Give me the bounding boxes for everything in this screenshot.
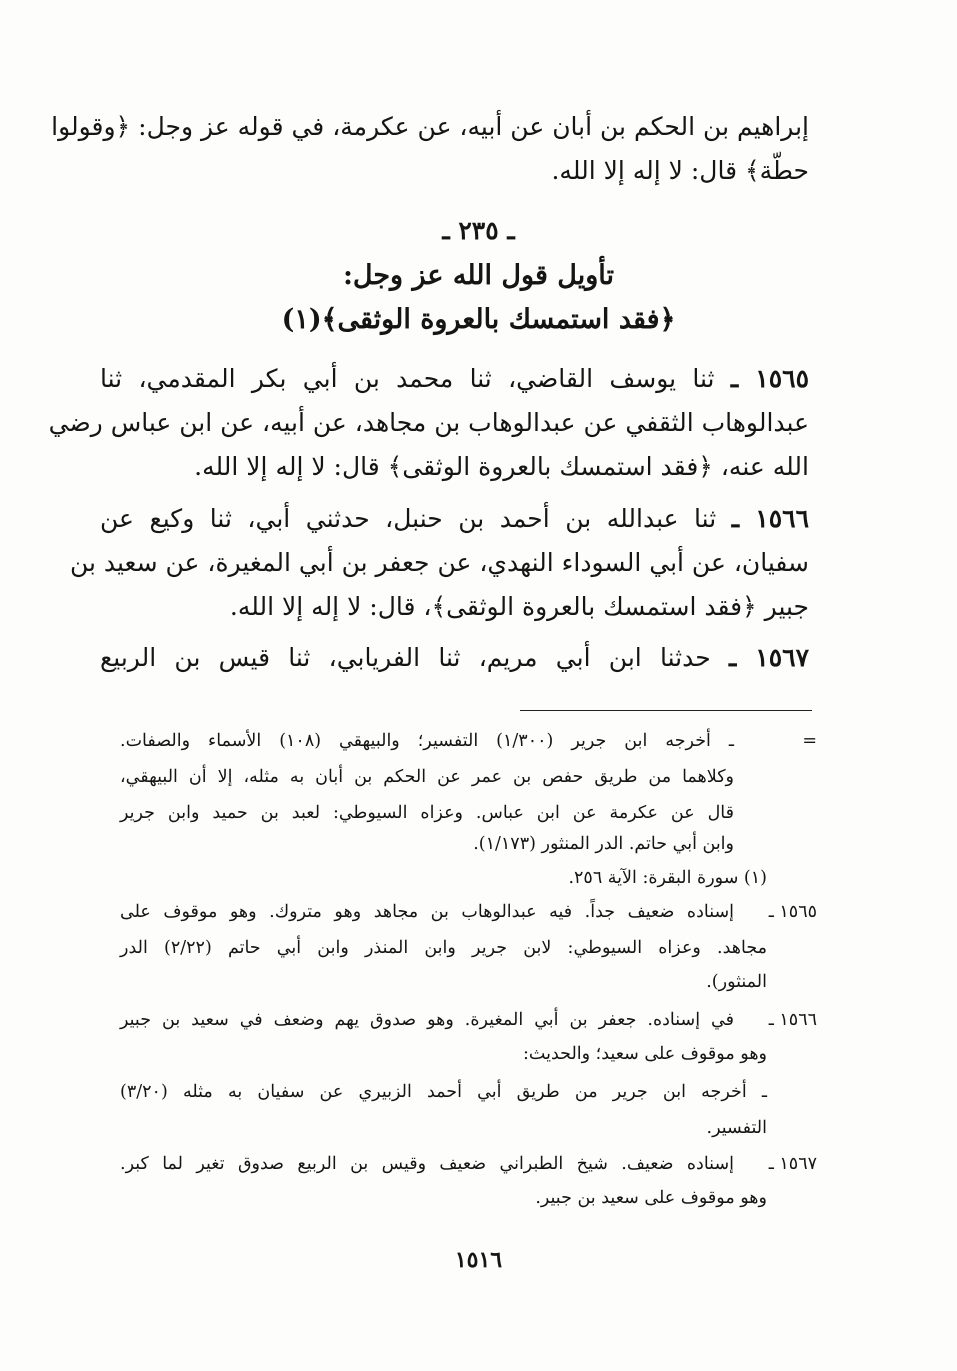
footnote-line: وكلاهما من طريق حفص بن عمر عن الحكم بن أبان به مثله، إلا أن البيهقي، (120, 767, 734, 787)
hadith-1566-line3: جبير ﴿فقد استمسك بالعروة الوثقى﴾، قال: لا إله إلا الله. (229, 592, 809, 621)
footnote-label: ١٥٦٧ ـ (768, 1154, 817, 1174)
footnote-line: في إسناده. جعفر بن أبي المغيرة. وهو صدوق يهم وضعف في سعيد بن جبير (120, 1010, 734, 1030)
footnote-line: التفسير. (706, 1118, 767, 1138)
body-text-line: إبراهيم بن الحكم بن أبان عن أبيه، عن عكرمة، في قوله عز وجل: ﴿وقولوا (51, 112, 809, 141)
footnote-line: وهو موقوف على سعيد بن جبير. (535, 1188, 767, 1208)
body-text-line: حطّة﴾ قال: لا إله إلا الله. (551, 156, 809, 185)
footnote-line: إسناده ضعيف جداً. فيه عبدالوهاب بن مجاهد وهو متروك. وهو موقوف على (120, 902, 734, 922)
footnote-rule (520, 710, 812, 711)
footnote-line: وهو موقوف على سعيد؛ والحديث: (523, 1044, 767, 1064)
hadith-text: حدثنا ابن أبي مريم، ثنا الفريابي، ثنا قيس بن الربيع (100, 643, 711, 672)
footnote-line: قال عن عكرمة عن ابن عباس. وعزاه السيوطي: لعبد بن حميد وابن جرير (120, 803, 734, 823)
section-title: تأويل قول الله عز وجل: (342, 260, 615, 291)
hadith-number: ١٥٦٧ ـ (728, 643, 810, 672)
hadith-number: ١٥٦٥ ـ (730, 364, 810, 393)
footnote-label: ١٥٦٥ ـ (768, 902, 817, 922)
hadith-number: ١٥٦٦ ـ (731, 504, 809, 533)
footnote-line: وابن أبي حاتم. الدر المنثور (١/١٧٣). (473, 834, 734, 854)
continuation-marker: = (802, 731, 817, 751)
footnote-line: مجاهد. وعزاه السيوطي: لابن جرير وابن المنذر وابن أبي حاتم (٢/٢٢) الدر (120, 938, 767, 958)
hadith-1566-line1 (100, 497, 809, 541)
footnote-line: ـ أخرجه ابن جرير من طريق أبي أحمد الزبيري عن سفيان به مثله (٣/٢٠) (120, 1082, 767, 1102)
footnote-label: ١٥٦٦ ـ (768, 1010, 817, 1030)
hadith-text: ثنا عبدالله بن أحمد بن حنبل، حدثني أبي، ثنا وكيع عن (100, 504, 717, 533)
section-verse: ﴿فقد استمسك بالعروة الوثقى﴾(١) (281, 304, 676, 335)
footnote-1: (١) سورة البقرة: الآية ٢٥٦. (568, 868, 767, 888)
hadith-1565-line1 (100, 357, 809, 401)
hadith-1567-line1 (100, 636, 809, 680)
hadith-1565-line2: عبدالوهاب الثقفي عن عبدالوهاب بن مجاهد، عن أبيه، عن ابن عباس رضي (48, 408, 809, 437)
footnote-line: إسناده ضعيف. شيخ الطبراني ضعيف وقيس بن الربيع صدوق تغير لما كبر. (120, 1154, 734, 1174)
hadith-1565-line3: الله عنه، ﴿فقد استمسك بالعروة الوثقى﴾ قال: لا إله إلا الله. (194, 452, 809, 481)
section-number: ـ ٢٣٥ ـ (442, 216, 515, 245)
hadith-text: ثنا يوسف القاضي، ثنا محمد بن أبي بكر المقدمي، ثنا (100, 364, 715, 393)
hadith-1566-line2: سفيان، عن أبي السوداء النهدي، عن جعفر بن أبي المغيرة، عن سعيد بن (69, 548, 809, 577)
page-number: ١٥١٦ (454, 1247, 503, 1273)
footnote-line: المنثور). (706, 972, 767, 992)
footnote-line: ـ أخرجه ابن جرير (١/٣٠٠) التفسير؛ والبيهقي (١٠٨) الأسماء والصفات. (120, 731, 734, 751)
